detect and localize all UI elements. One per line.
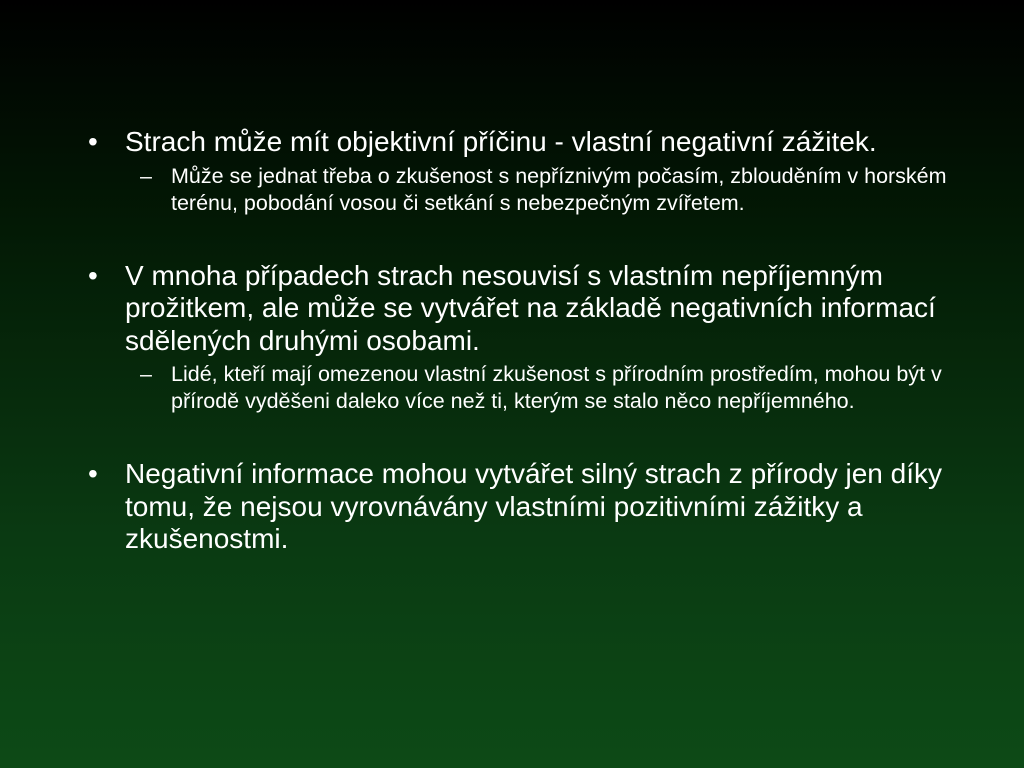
bullet-item	[88, 458, 948, 556]
bullet-group-2	[88, 260, 948, 416]
sub-bullet-item	[88, 163, 948, 217]
bullet-marker: •	[88, 458, 98, 489]
bullet-marker: •	[88, 126, 98, 157]
bullet-marker: •	[88, 259, 98, 291]
slide-content	[88, 126, 948, 599]
bullet-text: V mnoha případech strach nesouvisí s vlastním nepříjemným prožitkem, ale může se vytvářet na základě negativních informací sdělených druhými osobami.	[125, 259, 936, 356]
dash-marker: –	[140, 362, 152, 386]
bullet-text: Strach může mít objektivní příčinu - vlastní negativní zážitek.	[125, 126, 877, 157]
bullet-item	[88, 260, 948, 358]
sub-bullet-item	[88, 361, 948, 415]
bullet-group-3	[88, 458, 948, 556]
dash-marker: –	[140, 163, 152, 188]
bullet-item	[88, 126, 948, 159]
bullet-group-1	[88, 126, 948, 217]
sub-bullet-text: Lidé, kteří mají omezenou vlastní zkušenost s přírodním prostředím, mohou být v přírodě vyděšeni daleko více než ti, kterým se stalo něco nepříjemného.	[171, 362, 942, 413]
sub-bullet-text: Může se jednat třeba o zkušenost s nepříznivým počasím, zblouděním v horském terénu, pobodání vosou či setkání s nebezpečným zvířetem.	[171, 163, 947, 215]
bullet-text: Negativní informace mohou vytvářet silný strach z přírody jen díky tomu, že nejsou vyrovnávány vlastními pozitivními zážitky a zkušenostmi.	[125, 458, 943, 554]
